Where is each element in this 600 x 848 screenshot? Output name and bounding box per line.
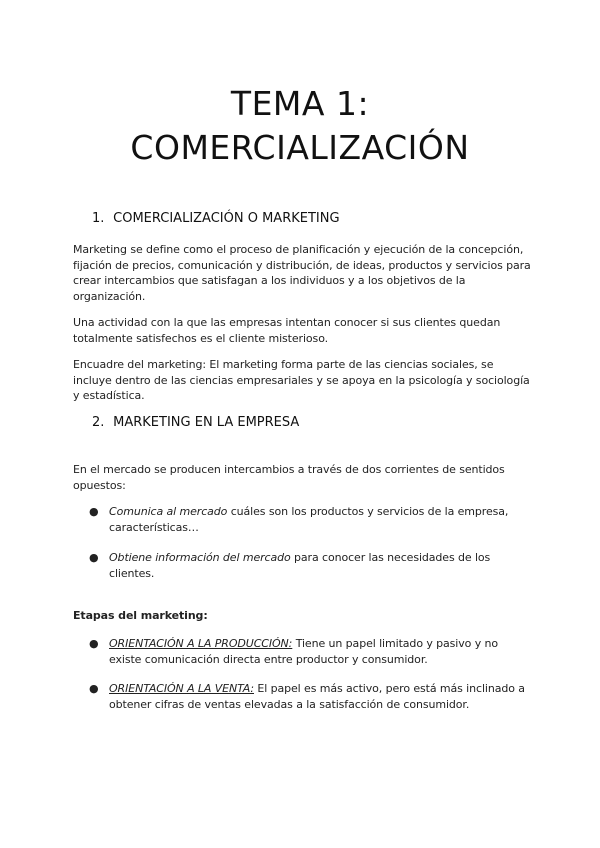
list-item-rest: para conocer las necesidades de los clientes. [109,551,491,580]
stage-label: ORIENTACIÓN A LA PRODUCCIÓN: [109,637,293,650]
stage-description: El papel es más activo, pero está más inclinado a obtener cifras de ventas elevadas a la satisfacción de consumidor. [109,682,525,711]
list-item-emphasis: Obtiene información del mercado [109,551,291,564]
section-1-title: COMERCIALIZACIÓN O MARKETING [113,211,340,226]
bullet-icon: ● [89,682,99,695]
stage-label: ORIENTACIÓN A LA VENTA: [109,682,254,695]
section-2-heading [92,415,299,431]
bullet-icon: ● [89,551,99,564]
list-item-text [109,636,529,667]
list-item-text [109,681,529,712]
title-line-1: TEMA 1: [230,84,370,123]
stage-description: Tiene un papel limitado y pasivo y no existe comunicación directa entre productor y consumidor. [109,637,499,666]
list-item-text [109,504,529,535]
section-2-number: 2. [92,415,105,430]
section-1-paragraph-1: Marketing se define como el proceso de planificación y ejecución de la concepción, fijación de precios, comunicación y distribución, de ideas, productos y servicios para crear intercambios que satisfagan a los individuos y a los objetivos de la organización. [73,243,531,303]
title-line-2: COMERCIALIZACIÓN [130,128,470,167]
list-item-rest: cuáles son los productos y servicios de la empresa, características… [109,505,509,534]
stages-label: Etapas del marketing: [73,609,208,622]
section-2-title: MARKETING EN LA EMPRESA [113,415,300,430]
section-2-intro: En el mercado se producen intercambios a través de dos corrientes de sentidos opuestos: [73,463,505,492]
page-title [0,82,600,170]
list-item-text [109,550,529,581]
section-1-number: 1. [92,211,105,226]
bullet-icon: ● [89,505,99,518]
bullet-icon: ● [89,637,99,650]
section-1-paragraph-2: Una actividad con la que las empresas intentan conocer si sus clientes quedan totalmente satisfechos es el cliente misterioso. [73,316,501,345]
section-1-paragraph-3: Encuadre del marketing: El marketing forma parte de las ciencias sociales, se incluye dentro de las ciencias empresariales y se apoya en la psicología y sociología y estadística. [73,358,530,402]
section-1-heading [92,211,340,227]
list-item-emphasis: Comunica al mercado [109,505,228,518]
